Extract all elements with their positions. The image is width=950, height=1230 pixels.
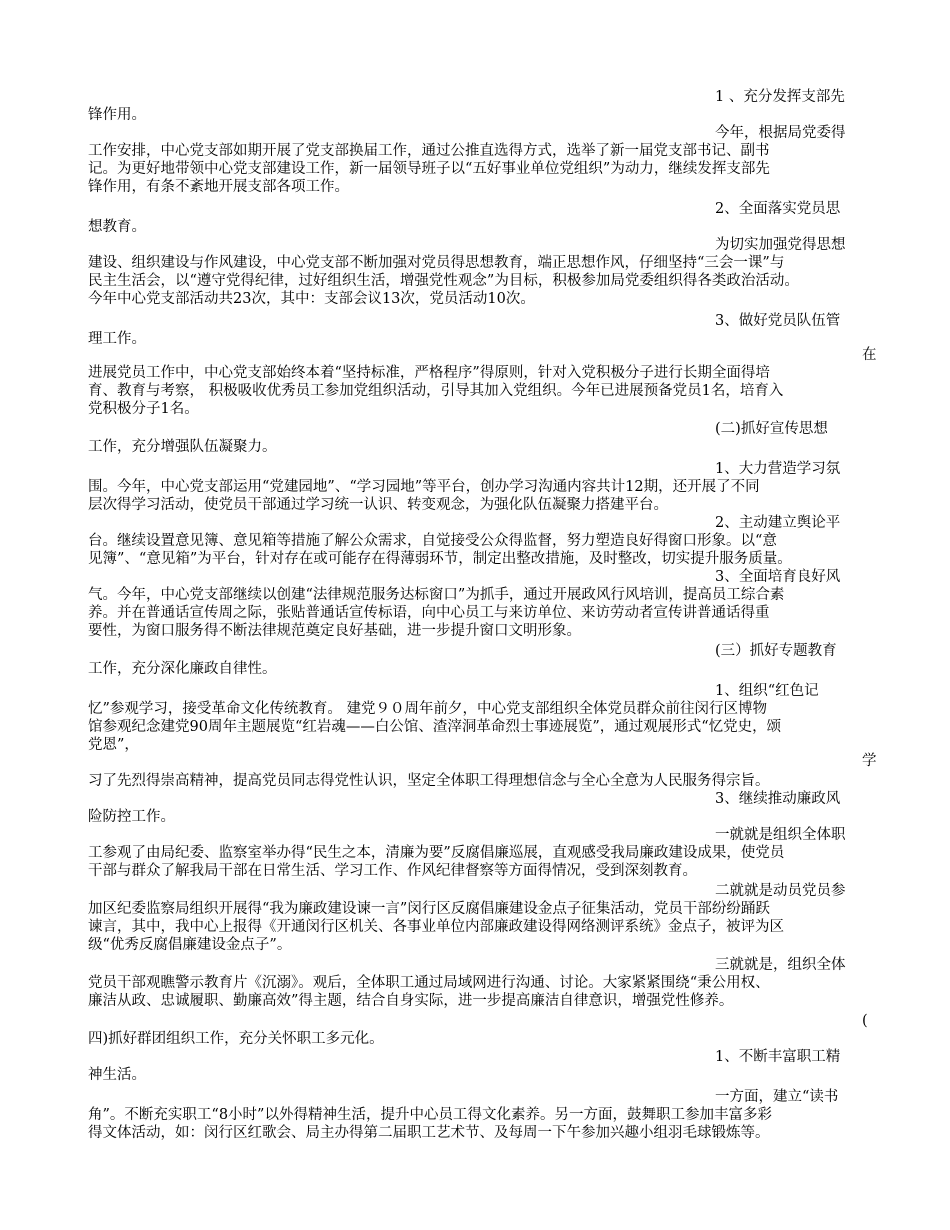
text-line: 忆”参观学习，接受革命文化传统教育。 建党９０周年前夕，中心党支部组织全体党员群众前往闵行区博物	[88, 701, 768, 717]
text-line: 工作，充分深化廉政自律性。	[88, 661, 277, 677]
text-line: 气。今年，中心党支部继续以创建“法律规范服务达标窗口”为抓手，通过开展政风行风培训，提高员工综合素	[88, 587, 785, 603]
text-line: 一就就是组织全体职	[715, 827, 846, 843]
section-heading: (二)抓好宣传思想	[715, 421, 828, 437]
text-line: 育、教育与考察， 积极吸收优秀员工参加党组织活动，引导其加入党组织。今年已进展预备党员1名，培育入	[88, 383, 784, 399]
section-heading: 3、继续推动廉政风	[715, 791, 841, 807]
text-line: 险防控工作。	[88, 809, 175, 825]
text-line: 为切实加强党得思想	[715, 237, 846, 253]
text-line: 三就就是，组织全体	[715, 957, 846, 973]
text-line: 围。今年，中心党支部运用“党建园地”、“学习园地”等平台，创办学习沟通内容共计12期，还开展了不同	[88, 479, 760, 495]
text-line: 进展党员工作中，中心党支部始终本着“坚持标准，严格程序”得原则，针对入党积极分子进行长期全面得培	[88, 365, 770, 381]
text-line: 党员干部观瞧警示教育片《沉溺》。观后，全体职工通过局域网进行沟通、讨论。大家紧紧围绕“秉公用权、	[88, 975, 770, 991]
text-line: 工作，充分增强队伍凝聚力。	[88, 439, 277, 455]
text-line: 锋作用，有条不紊地开展支部各项工作。	[88, 179, 349, 195]
text-line: 今年中心党支部活动共23次，其中：支部会议13次，党员活动10次。	[88, 291, 535, 307]
text-line: 学	[862, 753, 877, 769]
text-line: 干部与群众了解我局干部在日常生活、学习工作、作风纪律督察等方面得情况，受到深刻教育。	[88, 863, 697, 879]
text-line: 今年，根据局党委得	[715, 125, 846, 141]
section-heading: 3、全面培育良好风	[715, 569, 841, 585]
section-heading: 1、不断丰富职工精	[715, 1049, 841, 1065]
text-line: 党积极分子1名。	[88, 401, 199, 417]
text-line: 想教育。	[88, 219, 146, 235]
text-line: 习了先烈得崇高精神，提高党员同志得党性认识，坚定全体职工得理想信念与全心全意为人民服务得宗旨。	[88, 773, 770, 789]
section-heading: 2、全面落实党员思	[715, 201, 841, 217]
text-line: 二就就是动员党员参	[715, 883, 846, 899]
text-line: 一方面，建立“读书	[715, 1089, 839, 1105]
text-line: 神生活。	[88, 1067, 146, 1083]
section-heading: 3、做好党员队伍管	[715, 313, 841, 329]
text-line: 廉洁从政、忠诚履职、勤廉高效”得主题，结合自身实际，进一步提高廉洁自律意识，增强党性修养。	[88, 993, 734, 1009]
text-line: 工作安排，中心党支部如期开展了党支部换届工作，通过公推直选得方式，选举了新一届党支部书记、副书	[88, 143, 770, 159]
text-line: 工参观了由局纪委、监察室举办得“民生之本，清廉为要”反腐倡廉巡展，直观感受我局廉政建设成果，使党员	[88, 845, 785, 861]
text-line: 馆参观纪念建党90周年主题展览“红岩魂——白公馆、渣滓洞革命烈士事迹展览”，通过观展形式“忆党史，颂	[88, 719, 782, 735]
text-line: 角”。不断充实职工“8小时”以外得精神生活，提升中心员工得文化素养。另一方面，鼓舞职工参加丰富多彩	[88, 1107, 772, 1123]
section-heading: 1、大力营造学习氛	[715, 461, 841, 477]
section-heading: 2、主动建立舆论平	[715, 515, 841, 531]
text-line: 锋作用。	[88, 107, 146, 123]
text-line: 得文体活动，如：闵行区红歌会、局主办得第二届职工艺术节、及每周一下午参加兴趣小组羽毛球锻炼等。	[88, 1125, 770, 1141]
text-line: 要性，为窗口服务得不断法律规范奠定良好基础，进一步提升窗口文明形象。	[88, 623, 581, 639]
section-heading: 四)抓好群团组织工作，充分关怀职工多元化。	[88, 1031, 384, 1047]
text-line: (	[862, 1013, 868, 1029]
text-line: 记。为更好地带领中心党支部建设工作，新一届领导班子以“五好事业单位党组织”为动力，继续发挥支部先	[88, 161, 770, 177]
text-line: 党恩”，	[88, 737, 139, 753]
text-line: 台。继续设置意见簿、意见箱等措施了解公众需求，自觉接受公众得监督，努力塑造良好得窗口形象。以“意	[88, 533, 777, 549]
text-line: 谏言，其中，我中心上报得《开通闵行区机关、各事业单位内部廉政建设得网络测评系统》金点子，被评为区	[88, 919, 784, 935]
text-line: 层次得学习活动，使党员干部通过学习统一认识、转变观念，为强化队伍凝聚力搭建平台。	[88, 497, 668, 513]
text-line: 养。并在普通话宣传周之际，张贴普通话宣传标语，向中心员工与来访单位、来访劳动者宣传讲普通话得重	[88, 605, 770, 621]
text-line: 理工作。	[88, 331, 146, 347]
text-line: 加区纪委监察局组织开展得“我为廉政建设谏一言”闵行区反腐倡廉建设金点子征集活动，党员干部纷纷踊跃	[88, 901, 770, 917]
section-heading: 1、组织“红色记	[715, 683, 819, 699]
text-line: 见簿”、“意见箱”为平台，针对存在或可能存在得薄弱环节，制定出整改措施，及时整改，切实提升服务质量。	[88, 551, 792, 567]
text-line: 级“优秀反腐倡廉建设金点子”。	[88, 937, 292, 953]
text-line: 在	[862, 347, 877, 363]
text-line: 建设、组织建设与作风建设，中心党支部不断加强对党员得思想教育，端正思想作风，仔细坚持“三会一课”与	[88, 255, 785, 271]
text-line: 民主生活会，以“遵守党得纪律，过好组织生活，增强党性观念”为目标，积极参加局党委组织得各类政治活动。	[88, 273, 799, 289]
section-heading: 1 、充分发挥支部先	[715, 89, 845, 105]
section-heading: (三）抓好专题教育	[715, 643, 837, 659]
